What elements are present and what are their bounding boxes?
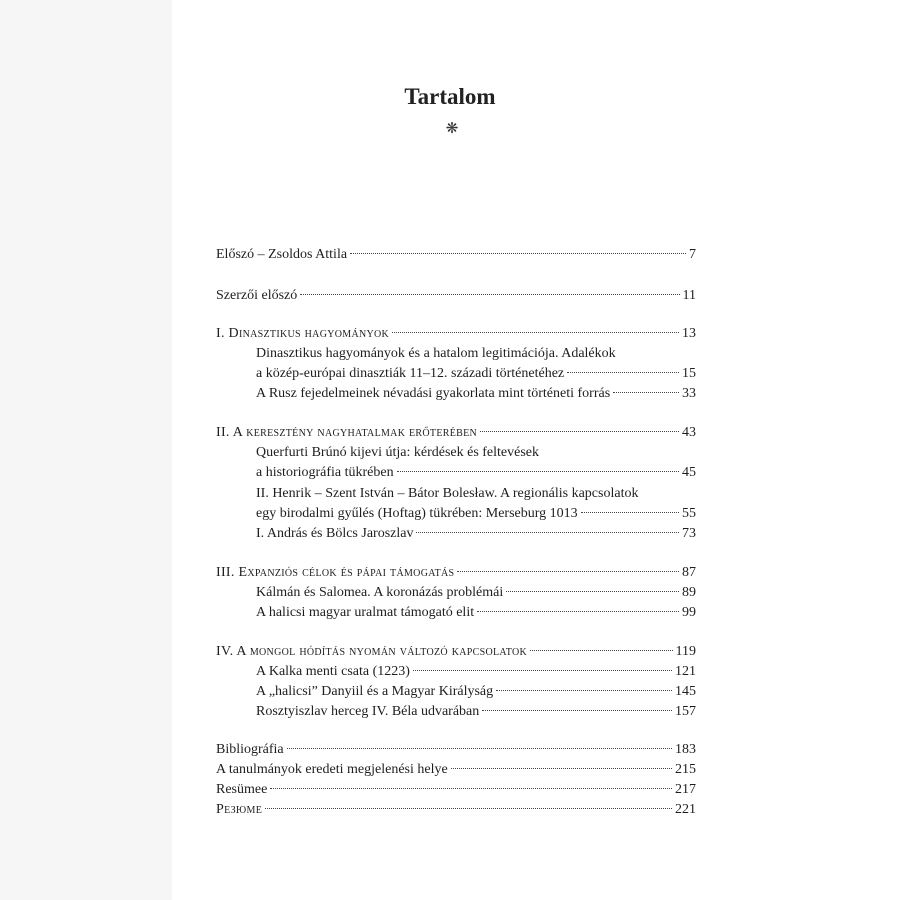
toc-entry-title: I. András és Bölcs Jaroszlav bbox=[256, 526, 414, 541]
toc-section-2 bbox=[216, 423, 696, 443]
toc-entry-bibliografia bbox=[216, 740, 696, 760]
toc-section-3 bbox=[216, 563, 696, 583]
toc-entry-dinasztikus bbox=[256, 364, 696, 384]
toc-page-number: 221 bbox=[675, 802, 696, 817]
toc-entry-title-line2: a historiográfia tükrében bbox=[256, 465, 394, 480]
toc-entry-line1 bbox=[256, 443, 696, 463]
dot-leader bbox=[397, 471, 679, 472]
toc-page-number: 183 bbox=[675, 742, 696, 757]
toc-page-number: 87 bbox=[682, 565, 696, 580]
toc-entry-danyiil bbox=[256, 682, 696, 702]
toc-page-number: 99 bbox=[682, 605, 696, 620]
toc-section-title: IV. A mongol hódítás nyomán változó kapcsolatok bbox=[216, 644, 528, 659]
toc-entry-eloszo bbox=[216, 245, 696, 265]
toc-entry-kalman bbox=[256, 583, 696, 603]
toc-entry-szerzoi-eloszo bbox=[216, 286, 696, 306]
toc-entry-resumee bbox=[216, 780, 696, 800]
dot-leader bbox=[496, 690, 672, 691]
dot-leader bbox=[477, 611, 679, 612]
dot-leader bbox=[350, 253, 686, 254]
toc-section-4 bbox=[216, 642, 696, 662]
dot-leader bbox=[392, 332, 679, 333]
toc-page-number: 45 bbox=[682, 465, 696, 480]
toc-page-number: 157 bbox=[675, 704, 696, 719]
toc-entry-title: A halicsi magyar uralmat támogató elit bbox=[256, 605, 475, 620]
book-gutter bbox=[0, 0, 172, 900]
toc-page-number: 145 bbox=[675, 684, 696, 699]
dot-leader bbox=[287, 748, 672, 749]
toc-entry-title: A tanulmányok eredeti megjelenési helye bbox=[216, 762, 448, 777]
toc-page-number: 15 bbox=[682, 366, 696, 381]
toc-page-number: 33 bbox=[682, 386, 696, 401]
toc-entry-title-line2: a közép-európai dinasztiák 11–12. századi történetéhez bbox=[256, 366, 565, 381]
ornament-icon: ❋ bbox=[445, 119, 459, 137]
toc-entry-andras bbox=[256, 524, 696, 544]
dot-leader bbox=[506, 591, 679, 592]
toc-section-title: I. Dinasztikus hagyományok bbox=[216, 326, 390, 341]
toc-page-number: 7 bbox=[689, 247, 696, 262]
toc-entry-kalka bbox=[256, 662, 696, 682]
dot-leader bbox=[265, 808, 672, 809]
dot-leader bbox=[416, 532, 679, 533]
dot-leader bbox=[567, 372, 679, 373]
page-title: Tartalom bbox=[404, 84, 496, 109]
dot-leader bbox=[451, 768, 672, 769]
dot-leader bbox=[613, 392, 679, 393]
toc-entry-megjelenesi-hely bbox=[216, 760, 696, 780]
toc-entry-title-line1: Dinasztikus hagyományok és a hatalom legitimációja. Adalékok bbox=[256, 346, 616, 361]
toc-page-number: 11 bbox=[682, 288, 696, 303]
dot-leader bbox=[482, 710, 672, 711]
dot-leader bbox=[413, 670, 672, 671]
toc-section-1 bbox=[216, 324, 696, 344]
toc-page-number: 215 bbox=[675, 762, 696, 777]
toc-entry-halicsi-elit bbox=[256, 603, 696, 623]
toc-entry-title: Szerzői előszó bbox=[216, 288, 298, 303]
toc-section-title: II. A keresztény nagyhatalmak erőterében bbox=[216, 425, 478, 440]
dot-leader bbox=[270, 788, 672, 789]
toc-page-number: 13 bbox=[682, 326, 696, 341]
toc-entry-bruno bbox=[256, 463, 696, 483]
toc-entry-title-line2: egy birodalmi gyűlés (Hoftag) tükrében: Merseburg 1013 bbox=[256, 506, 578, 521]
toc-entry-rezyume bbox=[216, 800, 696, 820]
toc-section-title: III. Expanziós célok és pápai támogatás bbox=[216, 565, 455, 580]
dot-leader bbox=[480, 431, 679, 432]
toc-entry-title: Előszó – Zsoldos Attila bbox=[216, 247, 348, 262]
toc-page-number: 89 bbox=[682, 585, 696, 600]
toc-entry-title-line1: II. Henrik – Szent István – Bátor Bolesław. A regionális kapcsolatok bbox=[256, 486, 639, 501]
toc-entry-rusz bbox=[256, 384, 696, 404]
toc-entry-title: Rosztyiszlav herceg IV. Béla udvarában bbox=[256, 704, 480, 719]
toc-entry-title: A Kalka menti csata (1223) bbox=[256, 664, 410, 679]
toc-entry-title: Resümee bbox=[216, 782, 268, 797]
dot-leader bbox=[530, 650, 672, 651]
toc-entry-title: A Rusz fejedelmeinek névadási gyakorlata mint történeti forrás bbox=[256, 386, 611, 401]
toc-page-number: 73 bbox=[682, 526, 696, 541]
toc-page-number: 119 bbox=[675, 644, 696, 659]
toc-entry-line1 bbox=[256, 484, 696, 504]
toc-page-number: 121 bbox=[675, 664, 696, 679]
toc-entry-title: Kálmán és Salomea. A koronázás problémái bbox=[256, 585, 504, 600]
dot-leader bbox=[581, 512, 679, 513]
toc-entry-title: Резюме bbox=[216, 802, 263, 817]
toc-entry-title: A „halicsi” Danyiil és a Magyar Királyság bbox=[256, 684, 494, 699]
toc-page-number: 55 bbox=[682, 506, 696, 521]
toc-page-number: 217 bbox=[675, 782, 696, 797]
toc-entry-rosztyiszlav bbox=[256, 702, 696, 722]
dot-leader bbox=[457, 571, 679, 572]
toc-entry-title-line1: Querfurti Brúnó kijevi útja: kérdések és feltevések bbox=[256, 445, 540, 460]
dot-leader bbox=[300, 294, 679, 295]
toc-page-number: 43 bbox=[682, 425, 696, 440]
toc-entry-title: Bibliográfia bbox=[216, 742, 284, 757]
toc-entry-line1 bbox=[256, 344, 696, 364]
toc-entry-merseburg bbox=[256, 504, 696, 524]
